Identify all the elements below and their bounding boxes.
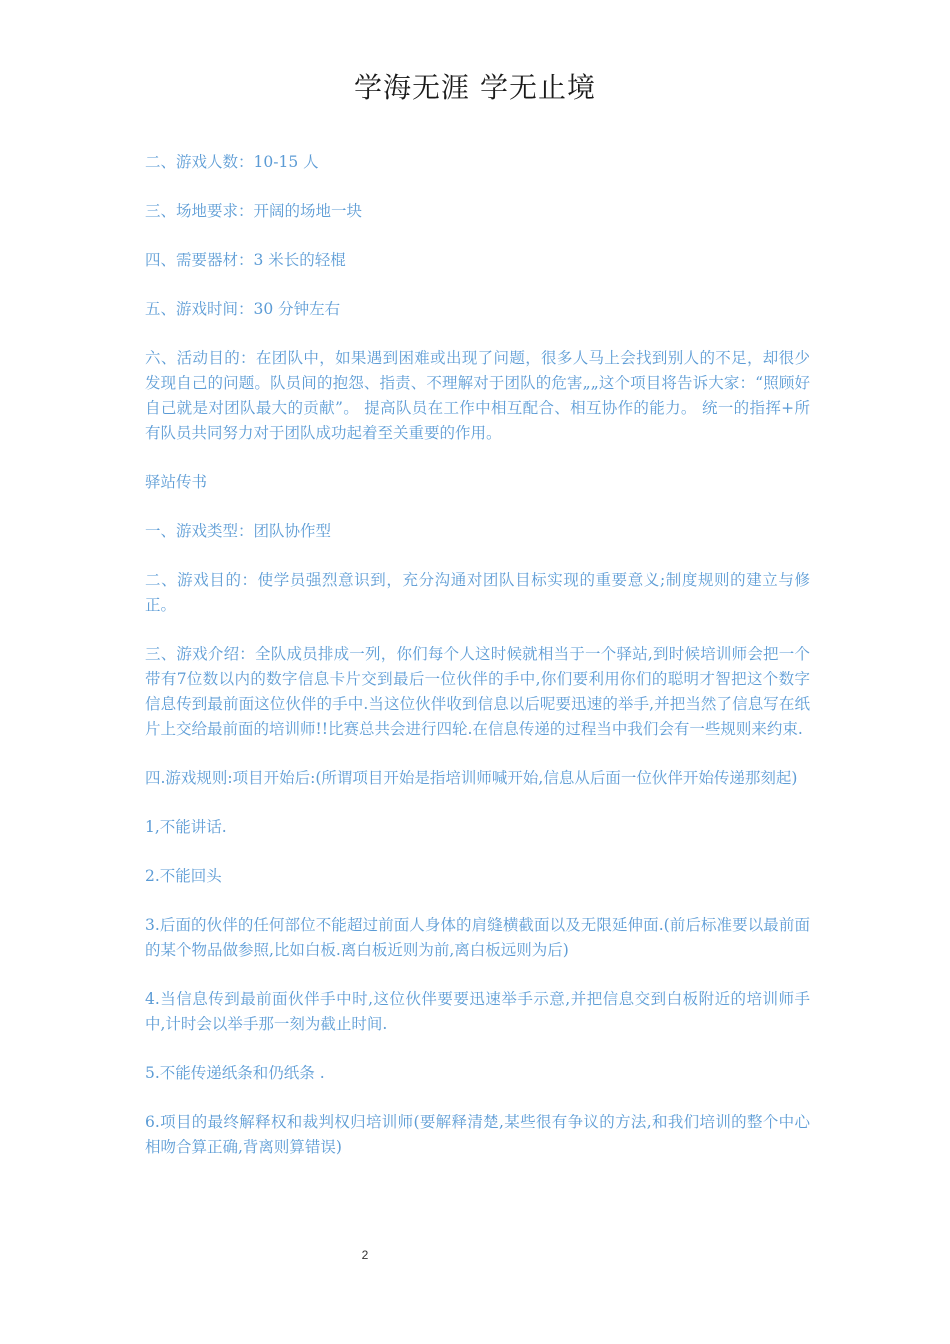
paragraph-venue-requirement: 三、场地要求：开阔的场地一块 (145, 202, 363, 220)
rule-item: 1,不能讲话. (145, 818, 227, 836)
rule-item: 4.当信息传到最前面伙伴手中时,这位伙伴要要迅速举手示意,并把信息交到白板附近的培训师手中,计时会以举手那一刻为截止时间. (145, 990, 810, 1033)
section-heading: 驿站传书 (145, 473, 208, 491)
rule-item: 6.项目的最终解释权和裁判权归培训师(要解释清楚,某些很有争议的方法,和我们培训的整个中心相吻合算正确,背离则算错误) (145, 1113, 810, 1156)
rule-item: 2.不能回头 (145, 867, 222, 885)
document-body (145, 150, 810, 1184)
paragraph-game-intro: 三、游戏介绍：全队成员排成一列，你们每个人这时候就相当于一个驿站,到时候培训师会把一个带有7位数以内的数字信息卡片交到最后一位伙伴的手中,你们要利用你们的聪明才智把这个数字信息传到最前面这位伙伴的手中.当这位伙伴收到信息以后呢要迅速的举手,并把当然了信息写在纸片上交给最前面的培训师!!比赛总共会进行四轮.在信息传递的过程当中我们会有一些规则来约束. (145, 645, 810, 738)
rule-item: 5.不能传递纸条和仍纸条 . (145, 1064, 325, 1082)
paragraph-game-rules: 四.游戏规则:项目开始后:(所谓项目开始是指培训师喊开始,信息从后面一位伙伴开始传递那刻起) (145, 769, 798, 787)
rule-item: 3.后面的伙伴的任何部位不能超过前面人身体的肩缝横截面以及无限延伸面.(前后标准要以最前面的某个物品做参照,比如白板.离白板近则为前,离白板远则为后) (145, 916, 810, 959)
paragraph-player-count: 二、游戏人数：10-15 人 (145, 153, 319, 171)
paragraph-game-type: 一、游戏类型：团队协作型 (145, 522, 332, 540)
paragraph-game-time: 五、游戏时间：30 分钟左右 (145, 300, 341, 318)
page-number: 2 (361, 1248, 369, 1262)
paragraph-activity-purpose: 六、活动目的：在团队中，如果遇到困难或出现了问题，很多人马上会找到别人的不足，却很少发现自己的问题。队员间的抱怨、指责、不理解对于团队的危害„„这个项目将告诉大家：“照顾好自己就是对团队最大的贡献”。 提高队员在工作中相互配合、相互协作的能力。 统一的指挥+所有队员共同努力对于团队成功起着至关重要的作用。 (145, 349, 810, 442)
paragraph-equipment: 四、需要器材：3 米长的轻棍 (145, 251, 346, 269)
paragraph-game-purpose: 二、游戏目的：使学员强烈意识到，充分沟通对团队目标实现的重要意义;制度规则的建立与修正。 (145, 571, 810, 614)
page-header-title: 学海无涯 学无止境 (354, 71, 596, 104)
